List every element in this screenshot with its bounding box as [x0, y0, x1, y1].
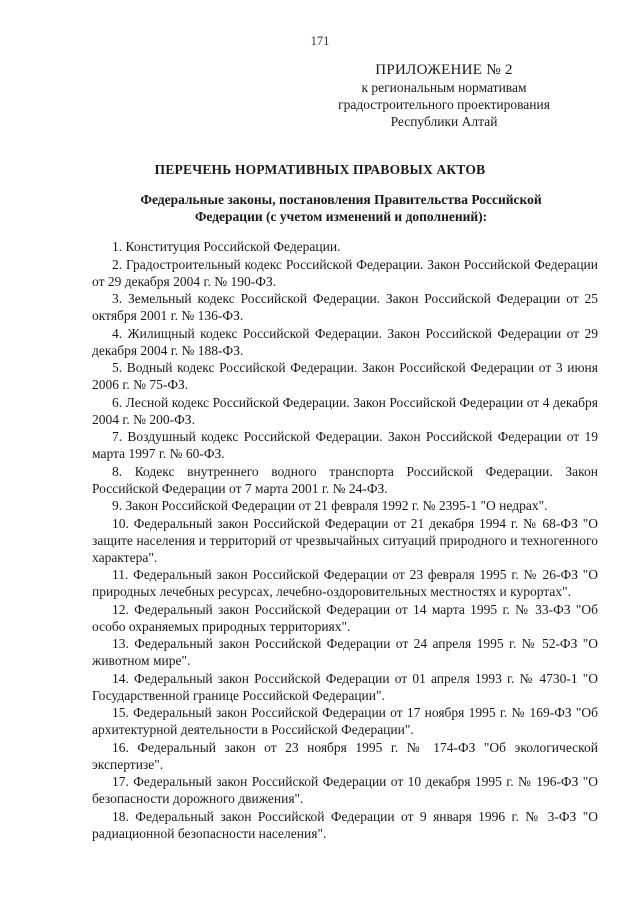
- list-item: 15. Федеральный закон Российской Федерации от 17 ноября 1995 г. № 169-ФЗ "Об архитектурной деятельности в Российской Федерации".: [92, 705, 598, 737]
- list-item: 3. Земельный кодекс Российской Федерации. Закон Российской Федерации от 25 октября 2001 г. № 136-ФЗ.: [92, 291, 598, 323]
- list-item: 13. Федеральный закон Российской Федерации от 24 апреля 1995 г. № 52-ФЗ "О животном мире".: [92, 636, 598, 668]
- list-item: 11. Федеральный закон Российской Федерации от 23 февраля 1995 г. № 26-ФЗ "О природных лечебных ресурсах, лечебно-оздоровительных местностях и курортах".: [92, 567, 598, 599]
- list-item: 6. Лесной кодекс Российской Федерации. Закон Российской Федерации от 4 декабря 2004 г. № 200-ФЗ.: [92, 394, 598, 427]
- list-item: 18. Федеральный закон Российской Федерации от 9 января 1996 г. № 3-ФЗ "О радиационной безопасности населения".: [92, 808, 598, 841]
- appendix-line: к региональным нормативам: [361, 80, 527, 95]
- list-item: 10. Федеральный закон Российской Федерации от 21 декабря 1994 г. № 68-ФЗ "О защите населения и территорий от чрезвычайных ситуаций природного и техногенного характера".: [92, 515, 598, 565]
- page-number: 171: [310, 34, 330, 48]
- list-item: 17. Федеральный закон Российской Федерации от 10 декабря 1995 г. № 196-ФЗ "О безопасности дорожного движения".: [92, 774, 598, 806]
- list-item: 5. Водный кодекс Российской Федерации. Закон Российской Федерации от 3 июня 2006 г. № 75-ФЗ.: [92, 360, 598, 392]
- section-subtitle: [96, 191, 586, 225]
- appendix-header: [294, 62, 594, 130]
- list-item: 12. Федеральный закон Российской Федерации от 14 марта 1995 г. № 33-ФЗ "Об особо охраняемых природных территориях".: [92, 601, 598, 634]
- section-subtitle-line: Федерации (с учетом изменений и дополнений):: [194, 209, 488, 224]
- list-item: 1. Конституция Российской Федерации.: [112, 239, 341, 254]
- list-item: 7. Воздушный кодекс Российской Федерации. Закон Российской Федерации от 19 марта 1997 г. № 60-ФЗ.: [92, 429, 598, 461]
- list-item: 9. Закон Российской Федерации от 21 февраля 1992 г. № 2395-1 "О недрах".: [112, 498, 548, 513]
- section-subtitle-line: Федеральные законы, постановления Правительства Российской: [140, 192, 542, 207]
- list-item: 16. Федеральный закон от 23 ноября 1995 г. № 174-ФЗ "Об экологической экспертизе".: [92, 739, 598, 772]
- document-title: ПЕРЕЧЕНЬ НОРМАТИВНЫХ ПРАВОВЫХ АКТОВ: [154, 162, 486, 177]
- appendix-line: градостроительного проектирования: [338, 97, 550, 112]
- list-item: 4. Жилищный кодекс Российской Федерации. Закон Российской Федерации от 29 декабря 2004 г. № 188-ФЗ.: [92, 325, 598, 358]
- list-item: 8. Кодекс внутреннего водного транспорта Российской Федерации. Закон Российской Федерации от 7 марта 2001 г. № 24-ФЗ.: [92, 463, 598, 496]
- list-item: 14. Федеральный закон Российской Федерации от 01 апреля 1993 г. № 4730-1 "О Государственной границе Российской Федерации".: [92, 670, 598, 703]
- list-item: 2. Градостроительный кодекс Российской Федерации. Закон Российской Федерации от 29 декабря 2004 г. № 190-ФЗ.: [92, 256, 598, 289]
- appendix-line: Республики Алтай: [390, 114, 498, 129]
- legal-acts-list: [92, 238, 598, 842]
- appendix-title: ПРИЛОЖЕНИЕ № 2: [375, 62, 513, 78]
